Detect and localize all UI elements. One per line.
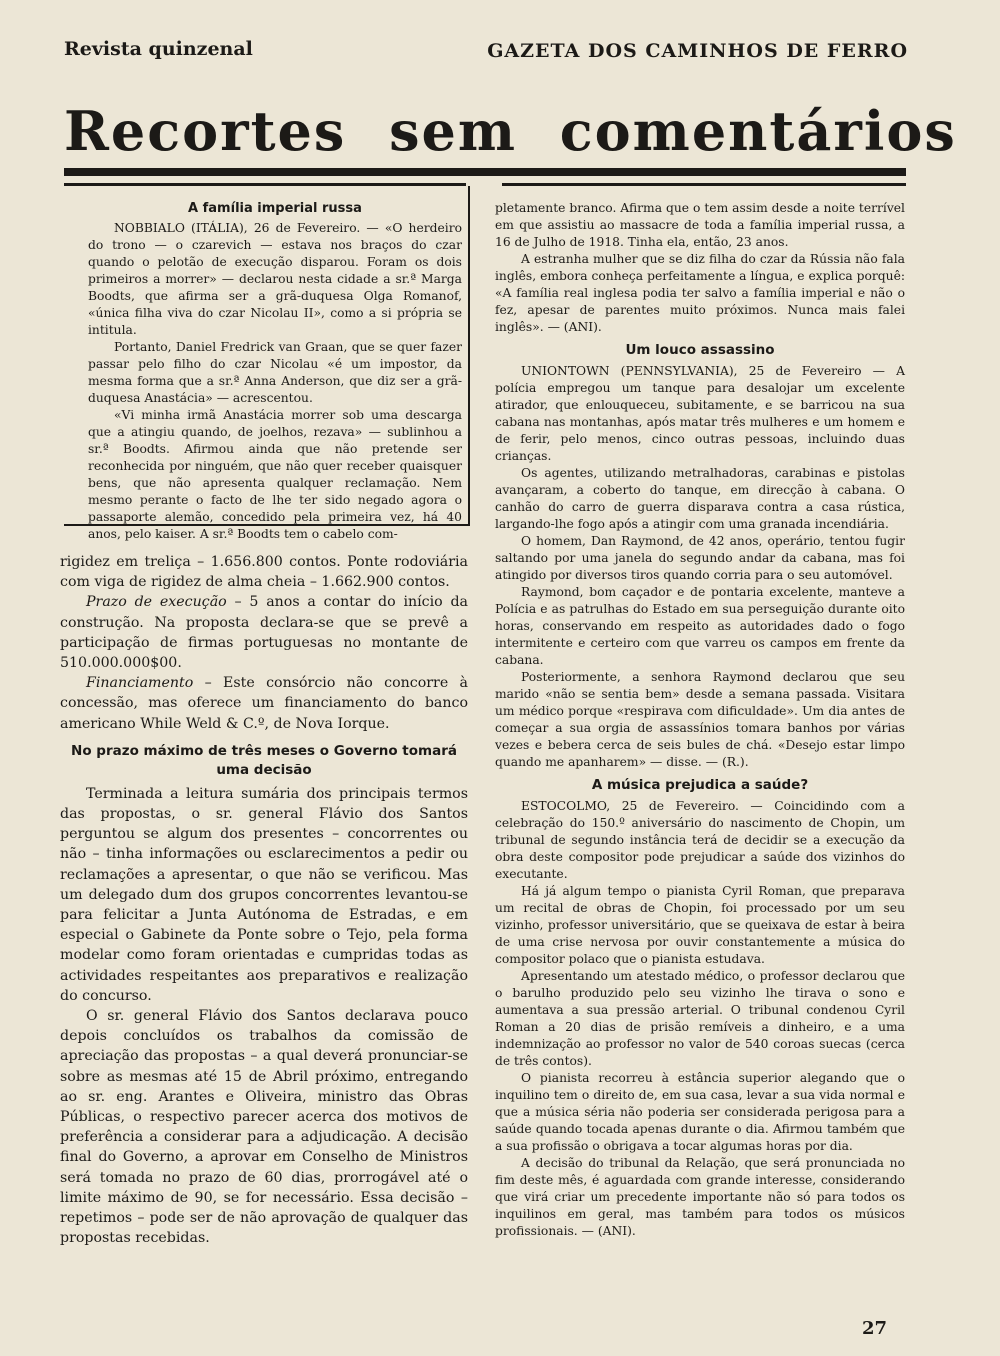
article-heading: No prazo máximo de três meses o Governo tomará uma decisão xyxy=(71,742,457,778)
running-head-right: GAZETA DOS CAMINHOS DE FERRO xyxy=(487,40,908,62)
article-paragraph: A estranha mulher que se diz filha do czar da Rússia não fala inglês, embora conheça perfeitamente a língua, e explica porquê: «A família real inglesa podia ter salvo a família imperial e não o fez, apesar de parentes muito próximos. Nunca mais falei inglês». — (ANI). xyxy=(495,252,905,334)
article-paragraph: ESTOCOLMO, 25 de Fevereiro. — Coincidindo com a celebração do 150.º aniversário do nascimento de Chopin, um tribunal de segundo instância terá de decidir se a execução da obra deste compositor pode prejudicar a saúde dos vizinhos do executante. xyxy=(495,799,905,881)
article-paragraph: rigidez em treliça – 1.656.800 contos. Ponte rodoviária com viga de rigidez de alma cheia – 1.662.900 contos. xyxy=(60,554,468,591)
right-column xyxy=(495,200,905,1240)
article-paragraph: A decisão do tribunal da Relação, que será pronunciada no fim deste mês, é aguardada com grande interesse, considerando que virá criar um precedente importante não só para todos os inquilinos em geral, mas também para todos os músicos profissionais. — (ANI). xyxy=(495,1156,905,1238)
title-rule-thick xyxy=(64,168,906,176)
article-heading: Um louco assassino xyxy=(625,342,775,358)
paragraph-text: – 5 anos a contar do início da construção. Na proposta declara-se que se prevê a participação de firmas portuguesas no montante de 510.000.000$00. xyxy=(60,594,469,672)
article-heading: A música prejudica a saúde? xyxy=(591,777,809,793)
article-paragraph: Há já algum tempo o pianista Cyril Roman, que preparava um recital de obras de Chopin, foi processado por um seu vizinho, professor universitário, que se queixava de estar à beira de uma crise nervosa por ouvir constantemente a música do compositor polaco que o pianista estudava. xyxy=(495,884,905,966)
article-paragraph: NOBBIALO (ITÁLIA), 26 de Fevereiro. — «O herdeiro do trono — o czarevich — estava nos braços do czar quando o pelotão de execução disparou. Foram os dois primeiros a morrer» — declarou nesta cidade a sr.ª Marga Boodts, que afirma ser a grã-duquesa Olga Romanof, «única filha viva do czar Nicolau II», como a si própria se intitula. xyxy=(88,221,462,337)
paragraph-text: – Este consórcio não concorre à concessão, mas oferece um financiamento do banco americano While Weld & C.º, de Nova Iorque. xyxy=(60,675,468,732)
article-paragraph xyxy=(60,592,468,673)
article-paragraph: Os agentes, utilizando metralhadoras, carabinas e pistolas avançaram, a coberto do tanque, em direcção à cabana. O canhão do carro de guerra disparava contra a casa rústica, largando-lhe fogo após a atingir com uma granada incendiária. xyxy=(495,466,905,531)
article-paragraph xyxy=(60,673,468,734)
article-paragraph: O sr. general Flávio dos Santos declarava pouco depois concluídos os trabalhos da comissão de apreciação das propostas – a qual deverá pronunciar-se sobre as mesmas até 15 de Abril próximo, entregando ao sr. eng. Arantes e Oliveira, ministro das Obras Públicas, o respectivo parecer acerca dos motivos de preferência a considerar para a adjudicação. A decisão final do Governo, a aprovar em Conselho de Ministros será tomada no prazo de 60 dias, prorrogável até o limite máximo de 90, se for necessário. Essa decisão – repetimos – pode ser de não aprovação de qualquer das propostas recebidas. xyxy=(60,1008,468,1247)
article-paragraph: Terminada a leitura sumária dos principais termos das propostas, o sr. general Flávio dos Santos perguntou se algum dos presentes – concorrentes ou não – tinha informações ou esclarecimentos a pedir ou reclamações a apresentar, o que não se verificou. Mas um delegado dum dos grupos concorrentes levantou-se para felicitar a Junta Autónoma de Estradas, e em especial o Gabinete da Ponte sobre o Tejo, pela forma modelar como foram orientadas e cumpridas todas as actividades respeitantes aos preparativos e realização do concurso. xyxy=(60,785,468,1004)
running-head-left: Revista quinzenal xyxy=(64,38,253,60)
paragraph-label: Prazo de execução xyxy=(86,594,227,611)
page-number: 27 xyxy=(862,1318,888,1339)
boxed-article xyxy=(88,200,462,543)
title-rule-right xyxy=(502,183,906,186)
article-heading: A família imperial russa xyxy=(188,201,362,216)
article-paragraph: pletamente branco. Afirma que o tem assim desde a noite terrível em que assistiu ao massacre de toda a família imperial russa, a 16 de Julho de 1918. Tinha ela, então, 23 anos. xyxy=(495,201,905,249)
article-paragraph: Apresentando um atestado médico, o professor declarou que o barulho produzido pelo seu vizinho lhe tirava o sono e aumentava a sua pressão arterial. O tribunal condenou Cyril Roman a 20 dias de prisão remíveis a dinheiro, e a uma indemnização ao professor no valor de 540 coroas suecas (cerca de três contos). xyxy=(495,969,905,1068)
article-paragraph: UNIONTOWN (PENNSYLVANIA), 25 de Fevereiro — A polícia empregou um tanque para desalojar um excelente atirador, que enlouqueceu, subitamente, e se barricou na sua cabana nas montanhas, após matar três mulheres e um homem e de ferir, pelo menos, cinco outras pessoas, incluindo duas crianças. xyxy=(495,364,905,463)
article-paragraph: O pianista recorreu à estância superior alegando que o inquilino tem o direito de, em sua casa, levar a sua vida normal e que a música séria não poderia ser considerada perigosa para a saúde quando tocada apenas durante o dia. Afirmou também que a sua profissão o obrigava a tocar algumas horas por dia. xyxy=(495,1071,905,1153)
page-title: Recortes sem comentários xyxy=(64,99,957,163)
article-paragraph: Raymond, bom caçador e de pontaria excelente, manteve a Polícia e as patrulhas do Estado em sua perseguição durante oito horas, conservando em respeito as autoridades dado o fogo intermitente e certeiro com que varreu os campos em frente da cabana. xyxy=(495,585,905,667)
article-paragraph: «Vi minha irmã Anastácia morrer sob uma descarga que a atingiu quando, de joelhos, rezava» — sublinhou a sr.ª Boodts. Afirmou ainda que não pretende ser reconhecida por ninguém, que não quer receber quaisquer bens, que não apresenta qualquer reclamação. Nem mesmo perante o facto de lhe ter sido negado agora o passaporte alemão, concedido pela primeira vez, há 40 anos, pelo kaiser. A sr.ª Boodts tem o cabelo com- xyxy=(88,408,462,541)
paragraph-label: Financiamento xyxy=(86,675,194,692)
article-paragraph: Portanto, Daniel Fredrick van Graan, que se quer fazer passar pelo filho do czar Nicolau «é um impostor, da mesma forma que a sr.ª Anna Anderson, que diz ser a grã-duquesa Anastácia» — acrescentou. xyxy=(88,340,462,405)
article-paragraph: Posteriormente, a senhora Raymond declarou que seu marido «não se sentia bem» desde a semana passada. Visitara um médico porque «respirava com dificuldade». Um dia antes de começar a sua orgia de assassínios tomara banhos por várias vezes e bebera cerca de seis bules de chá. «Desejo estar limpo quando me apanharem» — disse. — (R.). xyxy=(495,670,905,769)
left-lower-column xyxy=(60,552,468,1249)
article-paragraph: O homem, Dan Raymond, de 42 anos, operário, tentou fugir saltando por uma janela do segundo andar da cabana, mas foi atingido por diversos tiros quando corria para o seu automóvel. xyxy=(495,534,905,582)
